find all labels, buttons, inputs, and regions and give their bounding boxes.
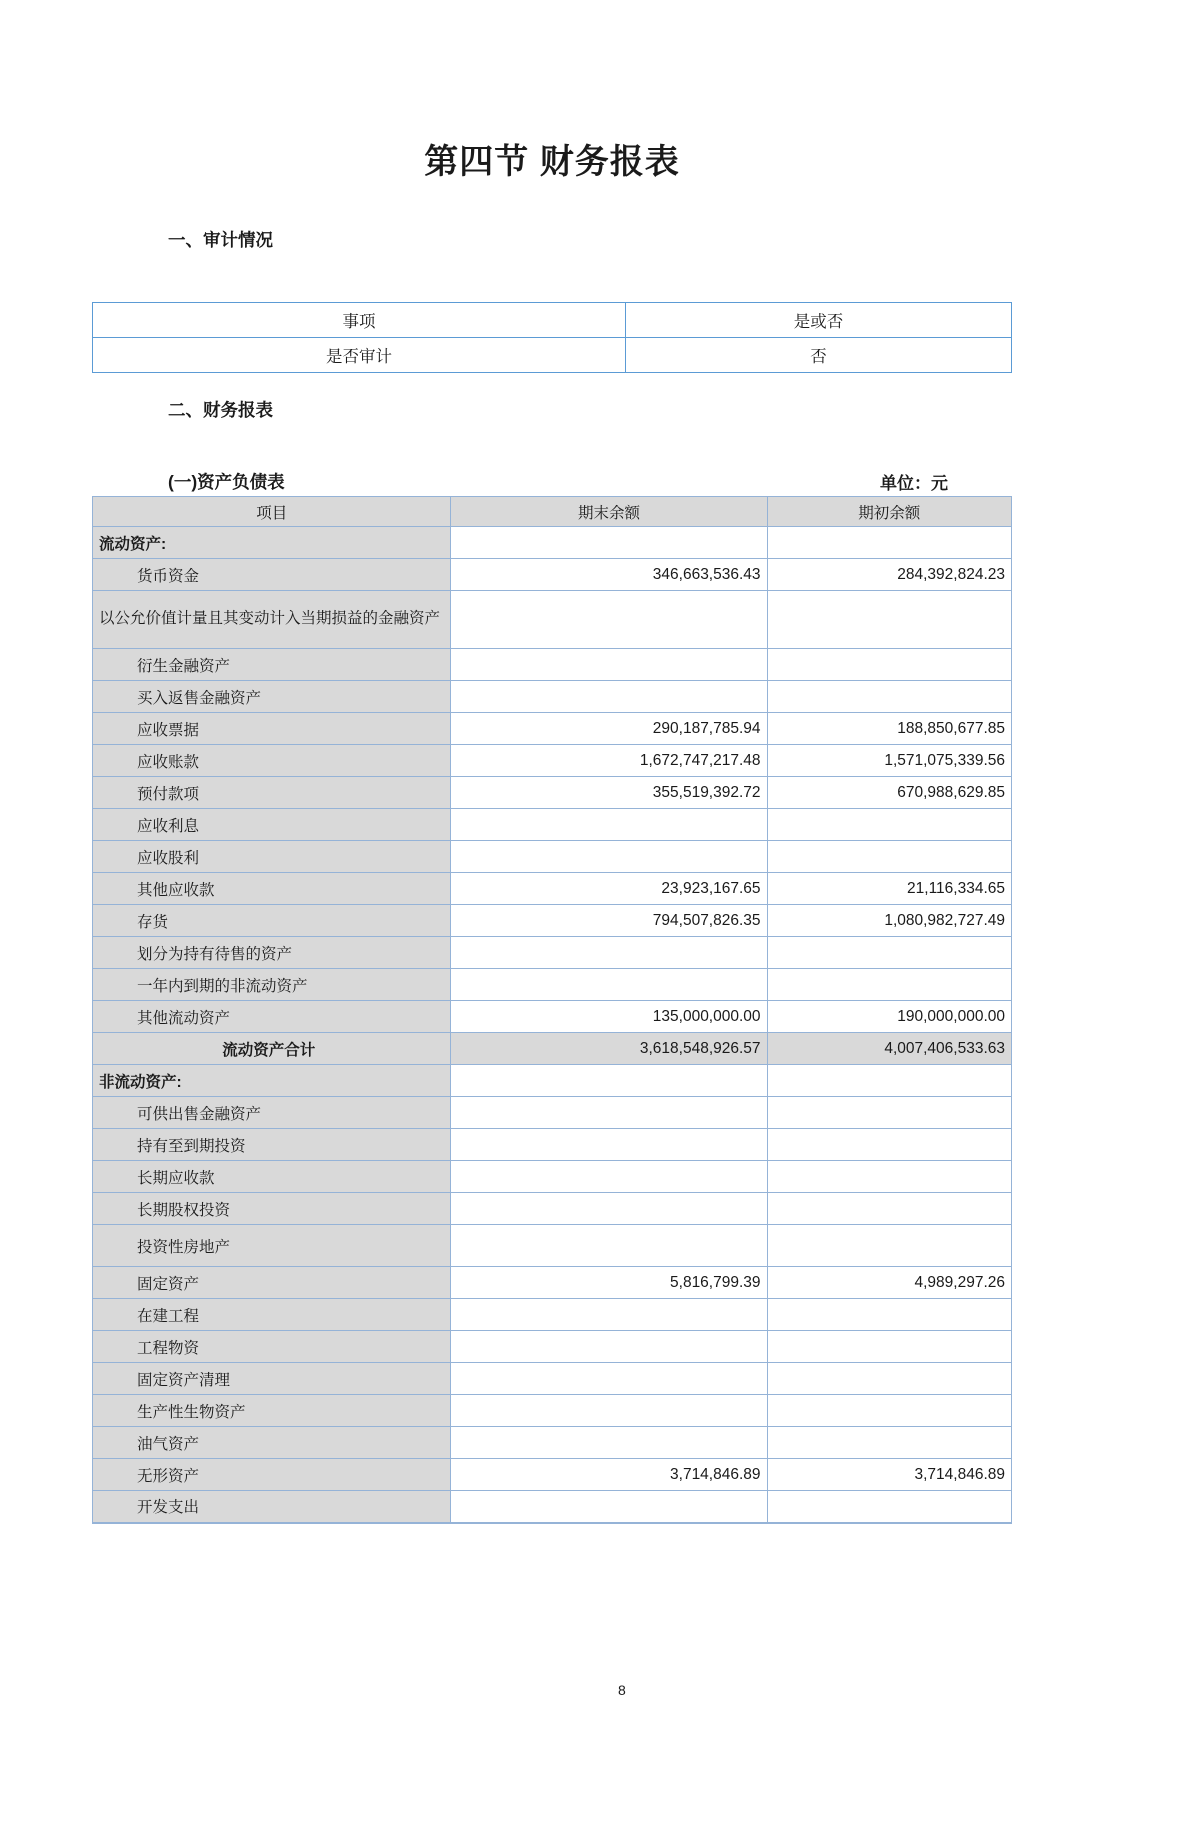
- end-balance-cell: [451, 1331, 767, 1363]
- begin-balance-cell: [767, 649, 1011, 681]
- end-balance-cell: [451, 1161, 767, 1193]
- end-balance-cell: 3,618,548,926.57: [451, 1033, 767, 1065]
- table-row: [93, 1193, 1012, 1225]
- header-item: 项目: [93, 497, 451, 527]
- begin-balance-cell: [767, 1395, 1011, 1427]
- item-cell: 在建工程: [93, 1299, 451, 1331]
- item-cell: 工程物资: [93, 1331, 451, 1363]
- table-row: [93, 1065, 1012, 1097]
- table-row: [93, 1225, 1012, 1267]
- item-cell: 生产性生物资产: [93, 1395, 451, 1427]
- begin-balance-cell: [767, 1225, 1011, 1267]
- begin-balance-cell: [767, 1299, 1011, 1331]
- table-row: [93, 649, 1012, 681]
- item-cell: 非流动资产:: [93, 1065, 451, 1097]
- end-balance-cell: [451, 1193, 767, 1225]
- end-balance-cell: [451, 527, 767, 559]
- end-balance-cell: 1,672,747,217.48: [451, 745, 767, 777]
- table-row: [93, 1299, 1012, 1331]
- end-balance-cell: [451, 681, 767, 713]
- item-cell: 投资性房地产: [93, 1225, 451, 1267]
- table-row: [93, 527, 1012, 559]
- page-title: 第四节 财务报表: [424, 143, 680, 181]
- table-row: [93, 969, 1012, 1001]
- item-cell: 存货: [93, 905, 451, 937]
- item-cell: 一年内到期的非流动资产: [93, 969, 451, 1001]
- end-balance-cell: [451, 1299, 767, 1331]
- item-cell: 长期股权投资: [93, 1193, 451, 1225]
- end-balance-cell: 23,923,167.65: [451, 873, 767, 905]
- item-cell: 开发支出: [93, 1491, 451, 1523]
- begin-balance-cell: [767, 1193, 1011, 1225]
- audit-matter-cell: 是否审计: [93, 338, 626, 373]
- statements-section-heading: 二、财务报表: [168, 400, 273, 420]
- table-row: [93, 1033, 1012, 1065]
- table-row: [93, 1459, 1012, 1491]
- item-cell: 无形资产: [93, 1459, 451, 1491]
- item-cell: 固定资产清理: [93, 1363, 451, 1395]
- begin-balance-cell: [767, 1427, 1011, 1459]
- end-balance-cell: [451, 1129, 767, 1161]
- end-balance-cell: [451, 809, 767, 841]
- table-row: [93, 745, 1012, 777]
- end-balance-cell: [451, 1065, 767, 1097]
- table-row: [93, 591, 1012, 649]
- item-cell: 流动资产合计: [93, 1033, 451, 1065]
- table-row: [93, 681, 1012, 713]
- item-cell: 衍生金融资产: [93, 649, 451, 681]
- begin-balance-cell: [767, 841, 1011, 873]
- table-row: [93, 873, 1012, 905]
- begin-balance-cell: [767, 1161, 1011, 1193]
- begin-balance-cell: 284,392,824.23: [767, 559, 1011, 591]
- begin-balance-cell: [767, 1065, 1011, 1097]
- balance-sheet-caption: (一)资产负债表: [168, 472, 285, 492]
- begin-balance-cell: 1,571,075,339.56: [767, 745, 1011, 777]
- table-row: [93, 777, 1012, 809]
- item-cell: 预付款项: [93, 777, 451, 809]
- table-row: [93, 1363, 1012, 1395]
- end-balance-cell: [451, 937, 767, 969]
- begin-balance-cell: [767, 1129, 1011, 1161]
- audit-answer-cell: 否: [626, 338, 1012, 373]
- item-cell: 长期应收款: [93, 1161, 451, 1193]
- end-balance-cell: [451, 591, 767, 649]
- balance-sheet-caption-row: [92, 466, 1012, 494]
- begin-balance-cell: [767, 1491, 1011, 1523]
- begin-balance-cell: [767, 1097, 1011, 1129]
- begin-balance-cell: 1,080,982,727.49: [767, 905, 1011, 937]
- begin-balance-cell: [767, 809, 1011, 841]
- table-row: [93, 905, 1012, 937]
- audit-table-row: [93, 338, 1012, 373]
- begin-balance-cell: [767, 969, 1011, 1001]
- begin-balance-cell: 190,000,000.00: [767, 1001, 1011, 1033]
- end-balance-cell: [451, 969, 767, 1001]
- item-cell: 流动资产:: [93, 527, 451, 559]
- end-balance-cell: [451, 1427, 767, 1459]
- balance-sheet-table: [92, 496, 1012, 1524]
- end-balance-cell: [451, 1097, 767, 1129]
- table-row: [93, 1395, 1012, 1427]
- item-cell: 以公允价值计量且其变动计入当期损益的金融资产: [93, 591, 451, 649]
- table-row: [93, 1097, 1012, 1129]
- begin-balance-cell: [767, 937, 1011, 969]
- balance-sheet-header-row: [93, 497, 1012, 527]
- header-begin-balance: 期初余额: [767, 497, 1011, 527]
- table-row: [93, 1129, 1012, 1161]
- end-balance-cell: [451, 1225, 767, 1267]
- table-row: [93, 1267, 1012, 1299]
- end-balance-cell: 346,663,536.43: [451, 559, 767, 591]
- audit-header-yesno: 是或否: [626, 303, 1012, 338]
- table-row: [93, 1491, 1012, 1523]
- begin-balance-cell: 4,989,297.26: [767, 1267, 1011, 1299]
- end-balance-cell: 135,000,000.00: [451, 1001, 767, 1033]
- item-cell: 应收账款: [93, 745, 451, 777]
- begin-balance-cell: 4,007,406,533.63: [767, 1033, 1011, 1065]
- audit-header-matter: 事项: [93, 303, 626, 338]
- table-row: [93, 1001, 1012, 1033]
- begin-balance-cell: [767, 1331, 1011, 1363]
- item-cell: 其他流动资产: [93, 1001, 451, 1033]
- end-balance-cell: [451, 1395, 767, 1427]
- table-row: [93, 713, 1012, 745]
- end-balance-cell: 3,714,846.89: [451, 1459, 767, 1491]
- item-cell: 可供出售金融资产: [93, 1097, 451, 1129]
- table-row: [93, 1161, 1012, 1193]
- audit-section-heading: 一、审计情况: [168, 230, 273, 250]
- table-row: [93, 841, 1012, 873]
- end-balance-cell: [451, 649, 767, 681]
- end-balance-cell: [451, 1491, 767, 1523]
- end-balance-cell: 5,816,799.39: [451, 1267, 767, 1299]
- item-cell: 其他应收款: [93, 873, 451, 905]
- unit-label: 单位：元: [880, 474, 948, 493]
- item-cell: 应收股利: [93, 841, 451, 873]
- audit-header-row: [93, 303, 1012, 338]
- document-page: [92, 134, 1012, 1524]
- end-balance-cell: [451, 841, 767, 873]
- end-balance-cell: 355,519,392.72: [451, 777, 767, 809]
- item-cell: 应收利息: [93, 809, 451, 841]
- table-row: [93, 1331, 1012, 1363]
- item-cell: 应收票据: [93, 713, 451, 745]
- item-cell: 买入返售金融资产: [93, 681, 451, 713]
- table-row: [93, 809, 1012, 841]
- audit-table: [92, 302, 1012, 373]
- begin-balance-cell: [767, 527, 1011, 559]
- item-cell: 固定资产: [93, 1267, 451, 1299]
- page-number: 8: [618, 1682, 626, 1698]
- begin-balance-cell: 188,850,677.85: [767, 713, 1011, 745]
- item-cell: 划分为持有待售的资产: [93, 937, 451, 969]
- item-cell: 货币资金: [93, 559, 451, 591]
- item-cell: 持有至到期投资: [93, 1129, 451, 1161]
- table-row: [93, 1427, 1012, 1459]
- table-row: [93, 559, 1012, 591]
- item-cell: 油气资产: [93, 1427, 451, 1459]
- begin-balance-cell: [767, 1363, 1011, 1395]
- end-balance-cell: 794,507,826.35: [451, 905, 767, 937]
- end-balance-cell: 290,187,785.94: [451, 713, 767, 745]
- table-row: [93, 937, 1012, 969]
- begin-balance-cell: [767, 681, 1011, 713]
- begin-balance-cell: 670,988,629.85: [767, 777, 1011, 809]
- begin-balance-cell: [767, 591, 1011, 649]
- begin-balance-cell: 3,714,846.89: [767, 1459, 1011, 1491]
- begin-balance-cell: 21,116,334.65: [767, 873, 1011, 905]
- header-end-balance: 期末余额: [451, 497, 767, 527]
- end-balance-cell: [451, 1363, 767, 1395]
